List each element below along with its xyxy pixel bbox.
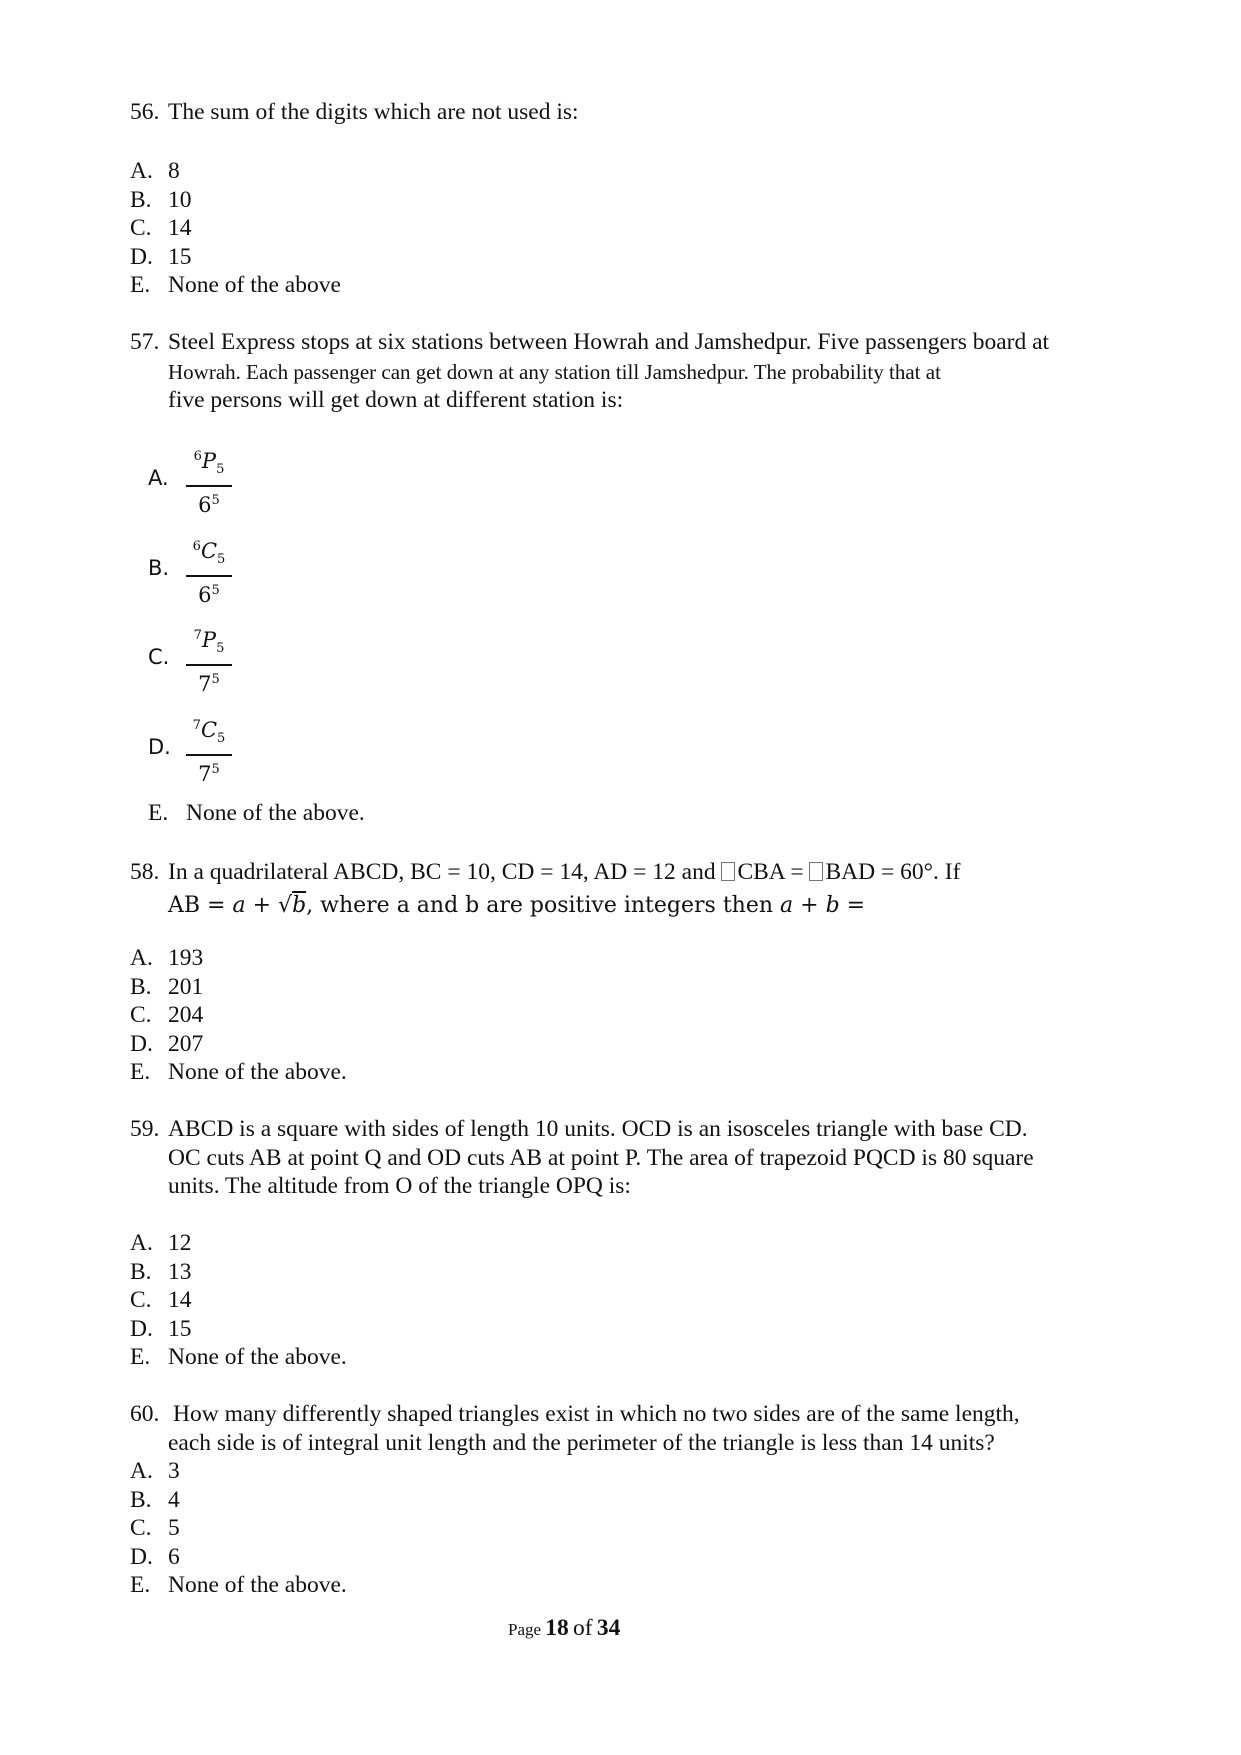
fraction-option-c: $^7P_5$ $7^5$ xyxy=(186,623,232,696)
page-footer: Page 18 of 34 xyxy=(508,1615,621,1641)
option-text: 10 xyxy=(168,187,192,213)
option-letter: C. xyxy=(130,1515,152,1541)
option-text: None of the above. xyxy=(168,1344,347,1370)
option-letter: B. xyxy=(148,556,170,580)
option-text: 193 xyxy=(168,945,204,971)
option-text: 15 xyxy=(168,244,192,270)
option-letter: E. xyxy=(148,800,169,826)
option-text: 5 xyxy=(168,1515,180,1541)
option-letter: A. xyxy=(130,158,153,184)
option-text: 14 xyxy=(168,215,192,241)
question-56-number: 56. xyxy=(130,99,160,125)
angle-symbol-placeholder xyxy=(809,862,823,881)
question-59-text-line: units. The altitude from O of the triangle OPQ is: xyxy=(168,1173,631,1199)
option-text: 14 xyxy=(168,1287,192,1313)
question-58-formula-line: AB = a + √b, where a and b are positive integers then a + b = xyxy=(168,893,866,918)
option-text: 201 xyxy=(168,974,204,1000)
fraction-option-d: $^7C_5$ $7^5$ xyxy=(186,713,232,786)
angle-symbol-placeholder xyxy=(721,862,735,881)
option-letter: E. xyxy=(130,272,151,298)
option-text: None of the above. xyxy=(168,1572,347,1598)
option-letter: E. xyxy=(130,1572,151,1598)
option-letter: B. xyxy=(130,1487,152,1513)
option-text: 8 xyxy=(168,158,180,184)
option-letter: C. xyxy=(130,215,152,241)
question-58-number: 58. xyxy=(130,859,160,885)
option-letter: A. xyxy=(130,945,153,971)
option-letter: D. xyxy=(148,735,171,759)
option-letter: B. xyxy=(130,187,152,213)
option-letter: E. xyxy=(130,1059,151,1085)
option-letter: A. xyxy=(130,1230,153,1256)
option-letter: D. xyxy=(130,1031,153,1057)
question-60-text-line: each side is of integral unit length and the perimeter of the triangle is less than 14 units? xyxy=(168,1430,995,1456)
question-56-text: The sum of the digits which are not used is: xyxy=(168,99,579,125)
option-letter: B. xyxy=(130,1259,152,1285)
option-letter: D. xyxy=(130,244,153,270)
fraction-option-a: $^6P_5$ $6^5$ xyxy=(186,444,232,517)
option-text: 3 xyxy=(168,1458,180,1484)
option-text: 207 xyxy=(168,1031,204,1057)
option-text: 204 xyxy=(168,1002,204,1028)
option-text: 6 xyxy=(168,1544,180,1570)
option-letter: E. xyxy=(130,1344,151,1370)
question-57-text-line: Howrah. Each passenger can get down at any station till Jamshedpur. The probability that at xyxy=(168,360,941,384)
question-59-text-line: ABCD is a square with sides of length 10 units. OCD is an isosceles triangle with base CD. xyxy=(168,1116,1028,1142)
question-60-text-line: How many differently shaped triangles exist in which no two sides are of the same length, xyxy=(173,1401,1020,1427)
question-59-number: 59. xyxy=(130,1116,160,1142)
question-57-number: 57. xyxy=(130,329,160,355)
question-59-text-line: OC cuts AB at point Q and OD cuts AB at point P. The area of trapezoid PQCD is 80 square xyxy=(168,1145,1034,1171)
option-text: 12 xyxy=(168,1230,192,1256)
option-letter: C. xyxy=(130,1287,152,1313)
option-letter: C. xyxy=(130,1002,152,1028)
option-text: 4 xyxy=(168,1487,180,1513)
question-58-text-line: In a quadrilateral ABCD, BC = 10, CD = 14, AD = 12 and CBA = BAD = 60°. If xyxy=(168,859,961,885)
question-60-number: 60. xyxy=(130,1401,160,1427)
option-letter: A. xyxy=(148,466,169,490)
option-text: None of the above. xyxy=(186,800,365,826)
option-text: 13 xyxy=(168,1259,192,1285)
option-letter: A. xyxy=(130,1458,153,1484)
option-letter: C. xyxy=(148,645,170,669)
option-text: None of the above. xyxy=(168,1059,347,1085)
option-letter: D. xyxy=(130,1544,153,1570)
fraction-option-b: $^6C_5$ $6^5$ xyxy=(186,534,232,607)
question-57-text-line: five persons will get down at different station is: xyxy=(168,387,624,413)
option-text: 15 xyxy=(168,1316,192,1342)
option-letter: D. xyxy=(130,1316,153,1342)
option-letter: B. xyxy=(130,974,152,1000)
question-57-text-line: Steel Express stops at six stations between Howrah and Jamshedpur. Five passengers board at xyxy=(168,329,1050,355)
option-text: None of the above xyxy=(168,272,341,298)
